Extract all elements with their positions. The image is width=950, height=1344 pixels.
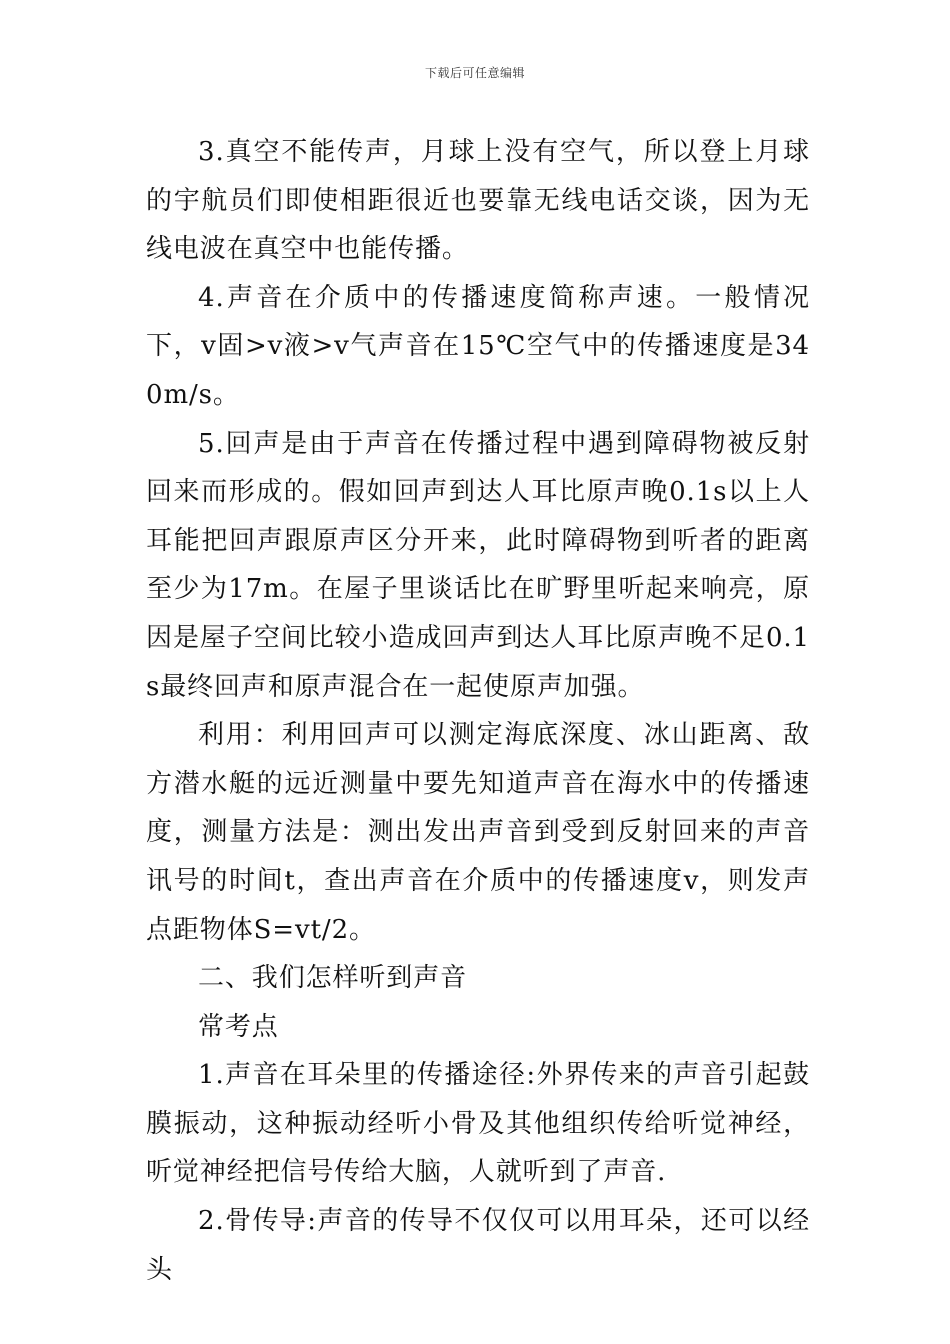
paragraph-bone-conduction: 2.骨传导:声音的传导不仅仅可以用耳朵，还可以经头	[146, 1206, 810, 1285]
paragraph-vacuum: 3.真空不能传声，月球上没有空气，所以登上月球的宇航员们即使相距很近也要靠无线电话交谈，因为无线电波在真空中也能传播。	[146, 137, 810, 265]
page-header: 下载后可任意编辑	[424, 66, 525, 80]
paragraph-echo-usage: 利用：利用回声可以测定海底深度、冰山距离、敌方潜水艇的远近测量中要先知道声音在海水中的传播速度，测量方法是：测出发出声音到受到反射回来的声音讯号的时间t，查出声音在介质中的传播速度v，则发声点距物体S=vt/2。	[146, 720, 810, 945]
subheading-key-points: 常考点	[198, 1011, 279, 1042]
paragraph-ear-path: 1.声音在耳朵里的传播途径:外界传来的声音引起鼓膜振动，这种振动经听小骨及其他组织传给听觉神经，听觉神经把信号传给大脑，人就听到了声音.	[146, 1060, 810, 1188]
paragraph-echo: 5.回声是由于声音在传播过程中遇到障碍物被反射回来而形成的。假如回声到达人耳比原声晚0.1s以上人耳能把回声跟原声区分开来，此时障碍物到听者的距离至少为17m。在屋子里谈话比在旷野里听起来响亮，原因是屋子空间比较小造成回声到达人耳比原声晚不足0.1s最终回声和原声混合在一起使原声加强。	[146, 428, 810, 702]
document-body	[146, 128, 810, 1294]
paragraph-sound-speed: 4.声音在介质中的传播速度简称声速。一般情况下，v固>v液>v气声音在15℃空气中的传播速度是340m/s。	[146, 282, 810, 410]
section-heading: 二、我们怎样听到声音	[198, 963, 468, 994]
